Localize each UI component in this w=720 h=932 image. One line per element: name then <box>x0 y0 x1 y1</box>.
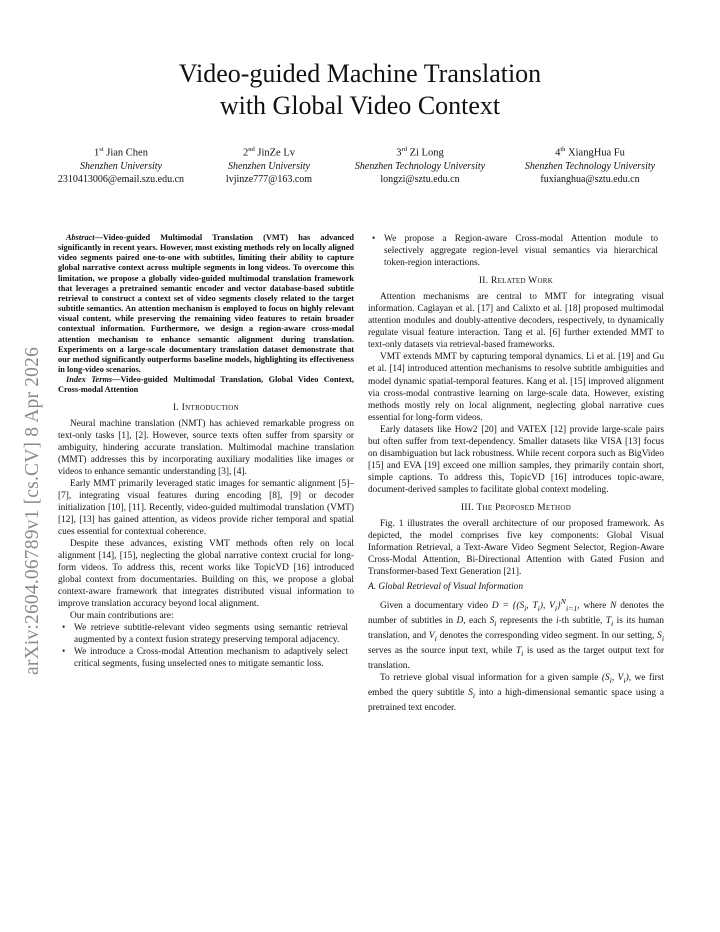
author-affiliation: Shenzhen University <box>80 160 162 172</box>
paragraph: Fig. 1 illustrates the overall architecture of our proposed framework. As depicted, the model comprises five key components: Global Visual Information Retrieval, a Text-Aware Video Segment Selector, Region-Aware Cross-Modal Attention, Bi-Directional Attention with Gated Fusion and Transformer-based Text Generation [21]. <box>368 519 664 578</box>
contributions-list <box>58 622 354 670</box>
index-terms: Index Terms—Video-guided Multimodal Translation, Global Video Context, Cross-modal Attention <box>58 375 354 395</box>
author-email: longzi@sztu.edu.cn <box>380 173 460 185</box>
paper-title <box>0 58 720 122</box>
list-item: • We retrieve subtitle-relevant video segments using semantic retrieval augmented by a context fusion strategy preserving temporal adjacency. <box>62 623 348 646</box>
author-email: fuxianghua@sztu.edu.cn <box>540 173 640 185</box>
left-column <box>58 233 354 671</box>
author-email: lvjinze777@163.com <box>225 173 313 185</box>
abstract: Abstract—Video-guided Multimodal Translation (VMT) has advanced significantly in recent years. However, most existing methods rely on locally aligned video segments paired one-to-one with subtitles, limiting their ability to capture global narrative context across multiple segments in long videos. To overcome this limitation, we propose a globally video-guided multimodal translation framework that leverages a pretrained semantic encoder and vector database-based subtitle retrieval to construct a context set of video segments closely related to the target subtitle semantics. An attention mechanism is employed to focus on highly relevant visual content, while preserving the remaining video features to retain broader contextual information. Furthermore, we design a region-aware cross-modal attention mechanism to enhance semantic alignment during translation. Experiments on a large-scale documentary translation dataset demonstrate that our method significantly outperforms baseline models, highlighting its effectiveness in long-video scenarios. <box>58 233 354 375</box>
author-4: 4th XiangHua Fu Shenzhen Technology University fuxianghua@sztu.edu.cn <box>502 143 678 186</box>
author-affiliation: Shenzhen Technology University <box>524 160 656 172</box>
author-affiliation: Shenzhen University <box>228 160 310 172</box>
title-line-2: with Global Video Context <box>219 91 501 120</box>
paragraph: Neural machine translation (NMT) has achieved remarkable progress on text-only tasks [1], [2]. However, source texts often suffer from sparsity or ambiguity, hindering accurate translation. Multimodal machine translation (MMT) addresses this by incorporating auxiliary modalities like images or videos to enhance semantic understanding [3], [4]. <box>58 418 354 477</box>
title-line-1: Video-guided Machine Translation <box>178 59 542 88</box>
contributions-list-continued <box>368 233 664 269</box>
section-heading-introduction: I. Introduction <box>172 402 239 413</box>
paragraph: To retrieve global visual information for a given sample ($S_i$, $V_i$), we first embed the query subtitle $S_i$ into a high-dimensional semantic space using a pretrained text encoder. <box>368 673 665 713</box>
paragraph: Our main contributions are: <box>70 611 174 622</box>
paragraph: VMT extends MMT by capturing temporal dynamics. Li et al. [19] and Gu et al. [14] introduced attention mechanisms to resolve subtitle ambiguities and model dynamic spatial-temporal features. Kang et al. [15] improved alignment via cross-modal contrastive learning on large-scale data. However, existing methods mostly rely on local alignment, neglecting global narrative cues essential for long-form videos. <box>368 352 664 423</box>
list-item: • We propose a Region-aware Cross-modal Attention module to selectively aggregate region-level visual semantics via hierarchical token-region interactions. <box>372 234 658 269</box>
section-heading-proposed-method: III. The Proposed Method <box>460 502 572 513</box>
author-1: 1st Jian Chen Shenzhen University 2310413006@email.szu.edu.cn <box>57 146 185 185</box>
right-column <box>368 233 664 714</box>
paragraph: Attention mechanisms are central to MMT for integrating visual information. Caglayan et al. [17] and Calixto et al. [18] proposed multimodal attention modules and doubly-attentive decoders, respectively, to dynamically regulate visual feature interaction. Tang et al. [6] further extended MMT to text-only datasets via retrieval-based frameworks. <box>368 292 664 351</box>
paragraph: Given a documentary video $D = \{(S_i$, $T_i$), $V_i\}^N_{i=1}$, where N denotes the number of subtitles in D, each $S_i$ represents the i-th subtitle, $T_i$ is its human translation, and $V_i$ denotes the corresponding video segment. In our setting, $S_i$ serves as the source input text, while $T_i$ is used as the target output text for translation. <box>368 597 665 672</box>
paragraph: Early MMT primarily leveraged static images for semantic alignment [5]–[7], integrating visual features during encoding [8], [9] or decoder initialization [10], [11]. Recently, video-guided multimodal translation (VMT) [12], [13] has gained attention, as videos provide richer temporal and spatial cues essential for contextual coherence. <box>58 478 354 537</box>
author-email: 2310413006@email.szu.edu.cn <box>57 173 185 185</box>
paragraph: Despite these advances, existing VMT methods often rely on local alignment [14], [15], neglecting the global narrative context crucial for long-form videos. To address this, recent works like TopicVD [16] introduced global context from documentaries. Building on this, we propose a global context-aware framework that integrates distributed visual information to improve translation accuracy beyond local alignment. <box>58 539 354 610</box>
section-heading-related-work: II. Related Work <box>478 276 554 287</box>
arxiv-stamp: arXiv:2604.06789v1 [cs.CV] 8 Apr 2026 <box>22 346 43 675</box>
subsection-heading: A. Global Retrieval of Visual Information <box>368 582 524 593</box>
paragraph: Early datasets like How2 [20] and VATEX [12] provide large-scale pairs but often suffer from text-dependency. Smaller datasets like VISA [13] focus on disambiguation but lack robustness. While recent corpora such as BigVideo [15] and EVA [19] exceed one million samples, they primarily contain short, simple captions. To address this, TopicVD [16] introduces topic-aware, document-derived samples to facilitate global context modeling. <box>368 424 664 495</box>
author-3: 3rd Zi Long Shenzhen Technology University longzi@sztu.edu.cn <box>330 143 510 186</box>
list-item: • We introduce a Cross-modal Attention mechanism to adaptively select critical segments, fusing unselected ones to mitigate semantic loss. <box>62 647 348 670</box>
author-affiliation: Shenzhen Technology University <box>354 160 486 172</box>
author-2: 2nd JinZe Lv Shenzhen University lvjinze777@163.com <box>206 143 332 186</box>
